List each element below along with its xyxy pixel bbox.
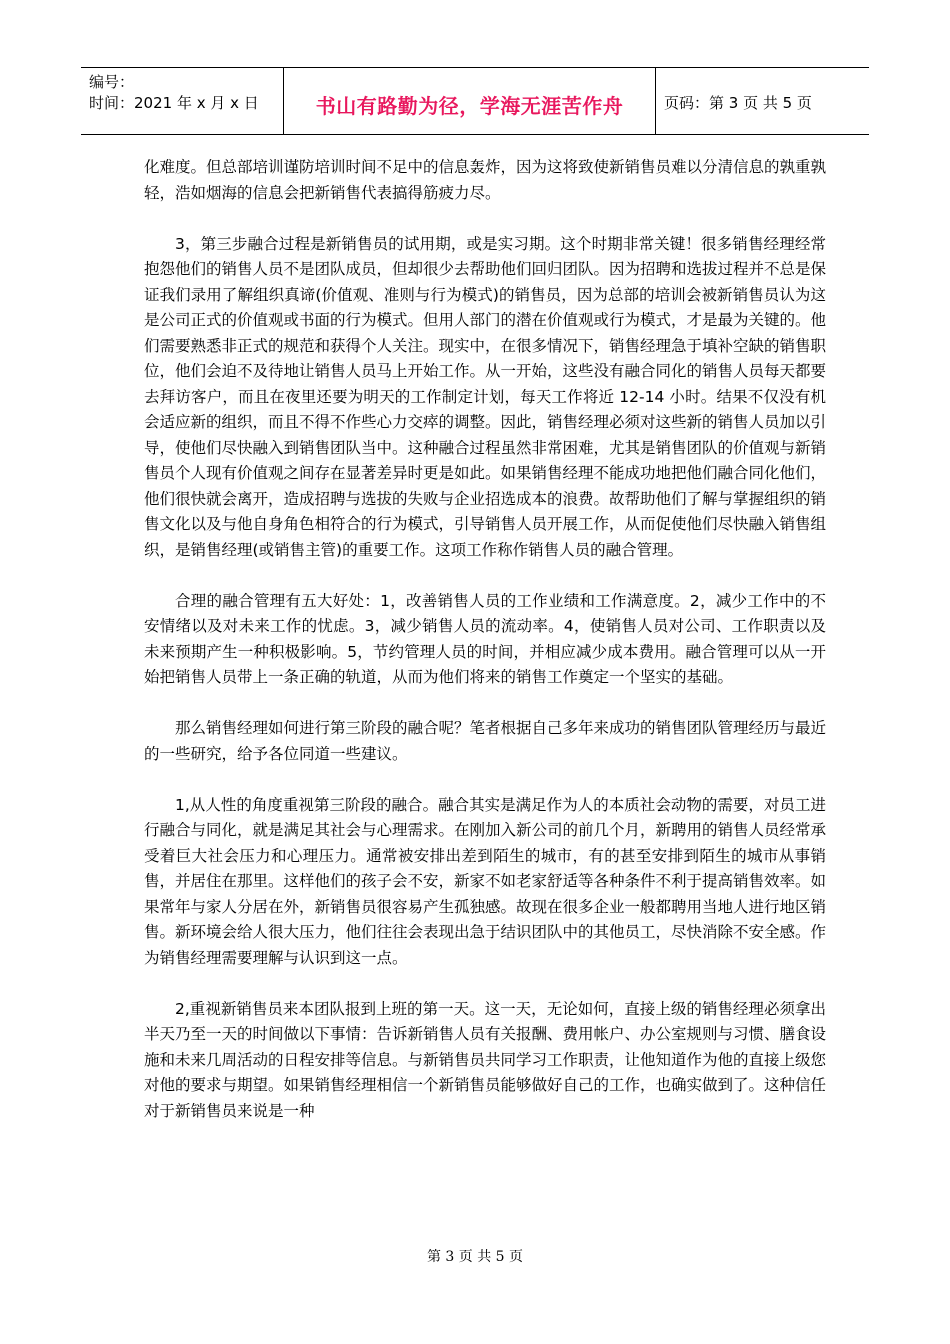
page-footer: 第 3 页 共 5 页 [426, 1249, 524, 1265]
header-divider [655, 68, 656, 134]
paragraph: 2,重视新销售员来本团队报到上班的第一天。这一天，无论如何，直接上级的销售经理必须拿出半天乃至一天的时间做以下事情：告诉新销售人员有关报酬、费用帐户、办公室规则与习惯、膳食设施和未来几周活动的日程安排等信息。与新销售员共同学习工作职责，让他知道作为他的直接上级您对他的要求与期望。如果销售经理相信一个新销售员能够做好自己的工作，也确实做到了。这种信任对于新销售员来说是一种 [144, 999, 827, 1120]
document-number-label: 编号： [89, 73, 135, 91]
document-date-label: 时间：2021 年 x 月 x 日 [89, 94, 259, 112]
paragraph: 1,从人性的角度重视第三阶段的融合。融合其实是满足作为人的本质社会动物的需要，对员工进行融合与同化，就是满足其社会与心理需求。在刚加入新公司的前几个月，新聘用的销售人员经常承受着巨大社会压力和心理压力。通常被安排出差到陌生的城市，有的甚至安排到陌生的城市从事销售，并居住在那里。这样他们的孩子会不安，新家不如老家舒适等各种条件不利于提高销售效率。如果常年与家人分居在外，新销售员很容易产生孤独感。故现在很多企业一般都聘用当地人进行地区销售。新环境会给人很大压力，他们往往会表现出急于结识团队中的其他员工，尽快消除不安全感。作为销售经理需要理解与认识到这一点。 [144, 795, 827, 967]
paragraph: 合理的融合管理有五大好处：1，改善销售人员的工作业绩和工作满意度。2，减少工作中的不安情绪以及对未来工作的忧虑。3，减少销售人员的流动率。4，使销售人员对公司、工作职责以及未来预期产生一种积极影响。5，节约管理人员的时间，并相应减少成本费用。融合管理可以从一开始把销售人员带上一条正确的轨道，从而为他们将来的销售工作奠定一个坚实的基础。 [144, 591, 826, 686]
header-page-number: 页码：第 3 页 共 5 页 [664, 94, 812, 112]
header-motto: 书山有路勤为径，学海无涯苦作舟 [315, 94, 624, 118]
paragraph-continued: 化难度。但总部培训谨防培训时间不足中的信息轰炸，因为这将致使新销售员难以分清信息的孰重孰轻，浩如烟海的信息会把新销售代表搞得筋疲力尽。 [144, 158, 827, 202]
header-meta [89, 72, 279, 114]
document-header [81, 67, 869, 135]
paragraph: 3，第三步融合过程是新销售员的试用期，或是实习期。这个时期非常关键！很多销售经理经常抱怨他们的销售人员不是团队成员，但却很少去帮助他们回归团队。因为招聘和选拔过程并不总是保证我们录用了解组织真谛(价值观、准则与行为模式)的销售员，因为总部的培训会被新销售员认为这是公司正式的价值观或书面的行为模式。但用人部门的潜在价值观或行为模式，才是最为关键的。他们需要熟悉非正式的规范和获得个人关注。现实中，在很多情况下，销售经理急于填补空缺的销售职位，他们会迫不及待地让销售人员马上开始工作。从一开始，这些没有融合同化的销售人员每天都要去拜访客户，而且在夜里还要为明天的工作制定计划，每天工作将近 12-14 小时。结果不仅没有机会适应新的组织，而且不得不作些心力交瘁的调整。因此，销售经理必须对这些新的销售人员加以引导，使他们尽快融入到销售团队当中。这种融合过程虽然非常困难，尤其是销售团队的价值观与新销售员个人现有价值观之间存在显著差异时更是如此。如果销售经理不能成功地把他们融合同化他们，他们很快就会离开，造成招聘与选拔的失败与企业招选成本的浪费。故帮助他们了解与掌握组织的销售文化以及与他自身角色相符合的行为模式，引导销售人员开展工作，从而促使他们尽快融入销售组织，是销售经理(或销售主管)的重要工作。这项工作称作销售人员的融合管理。 [144, 234, 827, 559]
paragraph: 那么销售经理如何进行第三阶段的融合呢？笔者根据自己多年来成功的销售团队管理经历与最近的一些研究，给予各位同道一些建议。 [144, 719, 827, 763]
document-body [144, 155, 826, 1150]
